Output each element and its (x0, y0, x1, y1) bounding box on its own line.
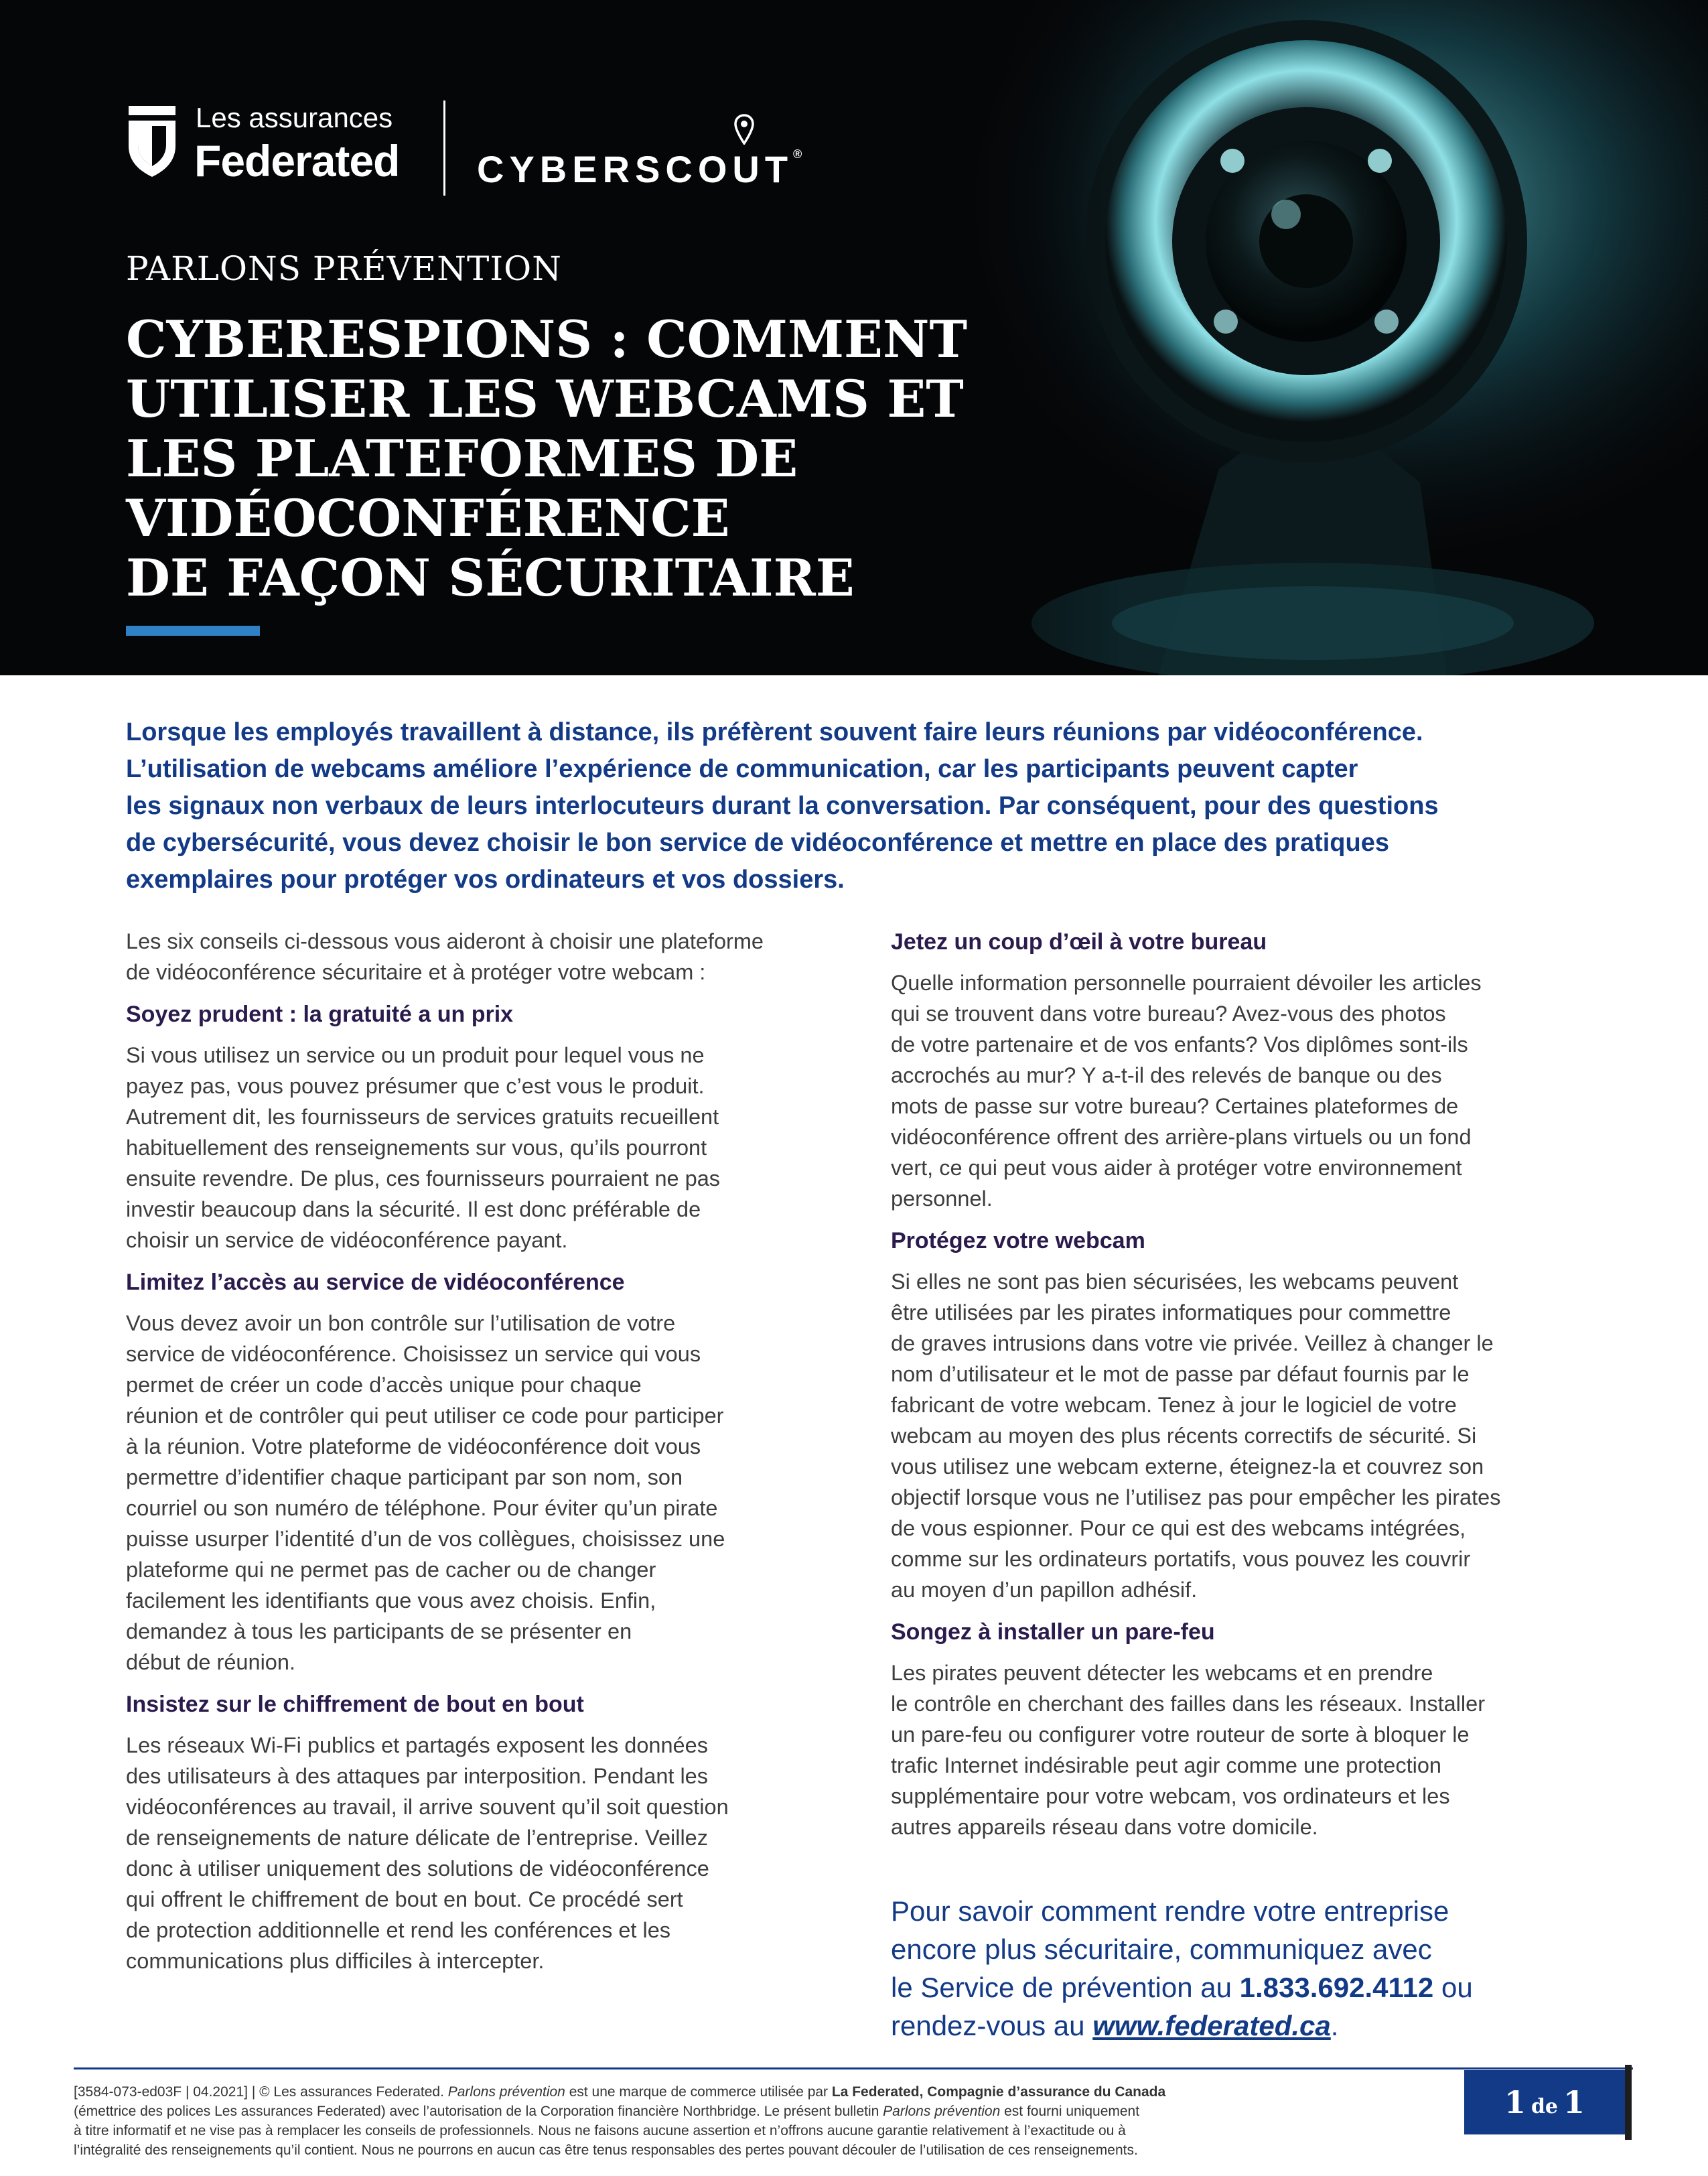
title-accent-rule (126, 626, 260, 636)
left-column (126, 926, 856, 1987)
footer-line-3: à titre informatif et ne vise pas à remplacer les conseils de professionnels. Nous ne faisons aucune assertion et n’offrons aucune garantie relativement à l’exactitude ou à (74, 2123, 1126, 2138)
hero-banner (0, 0, 1708, 675)
cyberscout-logo: CYBERSCOUT® (477, 147, 802, 190)
footer-line-2: (émettrice des polices Les assurances Federated) avec l’autorisation de la Corporation financière Northbridge. Le présent bulletin Parlons prévention est fourni uniquement (74, 2104, 1140, 2119)
intro-paragraph: Lorsque les employés travaillent à distance, ils préfèrent souvent faire leurs réunions par vidéoconférence. L’utilisation de webcams améliore l’expérience de communication, car les participants peuvent capter les signaux non verbaux de leurs interlocuteurs durant la conversation. Par conséquent, pour des questions de cybersécurité, vous devez choisir le bon service de vidéoconférence et mettre en place des pratiques exemplaires pour protéger vos ordinateurs et vos dossiers. (126, 718, 1439, 894)
page-title: CYBERESPIONS : COMMENT UTILISER LES WEBCAMS ET LES PLATEFORMES DE VIDÉOCONFÉRENCE DE FAÇON SÉCURITAIRE (126, 310, 968, 608)
series-label: PARLONS PRÉVENTION (126, 249, 562, 288)
section-body-bureau: Quelle information personnelle pourraient dévoiler les articles qui se trouvent dans votre bureau? Avez-vous des photos de votre partenaire et de vos enfants? Vos diplômes sont-ils accrochés au mur? Y a-t-il des relevés de banque ou des mots de passe sur votre bureau? Certaines plateformes de vidéoconférence offrent des arrière-plans virtuels ou un fond vert, ce qui peut vous aider à protéger votre environnement personnel. (891, 971, 1482, 1211)
section-body-acces: Vous devez avoir un bon contrôle sur l’utilisation de votre service de vidéoconférence. Choisissez un service qui vous permet de créer un code d’accès unique pour chaque réunion et de contrôler qui peut utiliser ce code pour participer à la réunion. Votre plateforme de vidéoconférence doit vous permettre d’identifier chaque participant par son nom, son courriel ou son numéro de téléphone. Pour éviter qu’un pirate puisse usurper l’identité d’un de vos collègues, choisissez une plateforme qui ne permet pas de cacher ou de changer facilement les identifiants que vous avez choisis. Enfin, demandez à tous les participants de se présenter en début de réunion. (126, 1311, 725, 1674)
section-heading-pare-feu: Songez à installer un pare-feu (891, 1619, 1215, 1645)
federated-logo-wordmark: Federated (194, 136, 400, 186)
federated-shield-icon (129, 106, 175, 177)
website-link[interactable]: www.federated.ca (1092, 2010, 1331, 2041)
page-number-badge: 1 de 1 (1464, 2070, 1625, 2134)
section-body-chiffrement: Les réseaux Wi-Fi publics et partagés exposent les données des utilisateurs à des attaques par interposition. Pendant les vidéoconférences au travail, il arrive souvent qu’il soit question de renseignements de nature délicate de l’entreprise. Veillez donc à utiliser uniquement des solutions de vidéoconférence qui offrent le chiffrement de bout en bout. Ce procédé sert de protection additionnelle et rend les conférences et les communications plus difficiles à intercepter. (126, 1733, 729, 1973)
footer-rule (74, 2067, 1633, 2069)
section-body-webcam: Si elles ne sont pas bien sécurisées, les webcams peuvent être utilisées par les pirates informatiques pour commettre de graves intrusions dans votre vie privée. Veillez à changer le nom d’utilisateur et le mot de passe par défaut fournis par le fabricant de votre webcam. Tenez à jour le logiciel de votre webcam au moyen des plus récents correctifs de sécurité. Si vous utilisez une webcam externe, éteignez-la et couvrez son objectif lorsque vous ne l’utilisez pas pour empêcher les pirates de vous espionner. Pour ce qui est des webcams intégrées, comme sur les ordinateurs portatifs, vous pouvez les couvrir au moyen d’un papillon adhésif. (891, 1270, 1501, 1602)
section-heading-bureau: Jetez un coup d’œil à votre bureau (891, 929, 1267, 955)
section-heading-gratuite: Soyez prudent : la gratuité a un prix (126, 1002, 514, 1027)
logo-divider (443, 100, 445, 196)
section-heading-webcam: Protégez votre webcam (891, 1228, 1145, 1253)
page-badge-edge (1625, 2065, 1632, 2140)
right-column (891, 926, 1601, 1853)
section-body-gratuite: Si vous utilisez un service ou un produit pour lequel vous ne payez pas, vous pouvez présumer que c’est vous le produit. Autrement dit, les fournisseurs de services gratuits recueillent habituellement des renseignements sur vous, qu’ils pourront ensuite revendre. De plus, ces fournisseurs pourraient ne pas investir beaucoup dans la sécurité. Il est donc préférable de choisir un service de vidéoconférence payant. (126, 1043, 721, 1252)
legal-footer (74, 2082, 1393, 2160)
federated-logo-line1: Les assurances (196, 102, 393, 133)
footer-line-1: [3584-073-ed03F | 04.2021] | © Les assurances Federated. Parlons prévention est une marque de commerce utilisée par La Federated, Compagnie d’assurance du Canada (74, 2084, 1166, 2100)
section-body-pare-feu: Les pirates peuvent détecter les webcams et en prendre le contrôle en cherchant des failles dans les réseaux. Installer un pare-feu ou configurer votre routeur de sorte à bloquer le trafic Internet indésirable peut agir comme une protection supplémentaire pour votre webcam, vos ordinateurs et les autres appareils réseau dans votre domicile. (891, 1661, 1486, 1839)
section-heading-chiffrement: Insistez sur le chiffrement de bout en bout (126, 1692, 584, 1717)
webcam-photo (871, 0, 1708, 675)
brand-logos (126, 100, 863, 194)
lead-paragraph: Les six conseils ci-dessous vous aideront à choisir une plateforme de vidéoconférence sécuritaire et à protéger votre webcam : (126, 929, 764, 984)
section-heading-acces: Limitez l’accès au service de vidéoconférence (126, 1270, 625, 1295)
contact-callout: Pour savoir comment rendre votre entreprise encore plus sécuritaire, communiquez avec le Service de prévention au 1.833.692.4112 ou rendez-vous au www.federated.ca. (891, 1895, 1473, 2041)
location-pin-icon (734, 114, 754, 145)
footer-line-4: l’intégralité des renseignements qu’il contient. Nous ne pourrons en aucun cas être tenus responsables des pertes pouvant découler de l’utilisation de ces renseignements. (74, 2143, 1138, 2158)
phone-number[interactable]: 1.833.692.4112 (1239, 1972, 1434, 2003)
